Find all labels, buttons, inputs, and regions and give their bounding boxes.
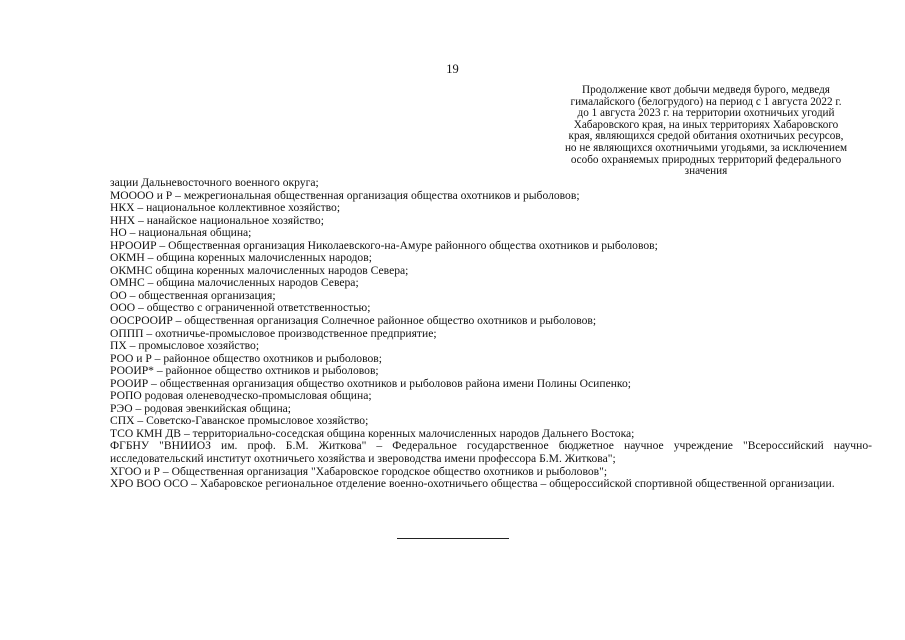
header-note-line: значения — [684, 165, 728, 178]
header-note-line: Продолжение квот добычи медведя бурого, медведя — [582, 84, 830, 96]
abbreviation-item: ХГОО и Р – Общественная организация "Хабаровское городское общество охотников и рыболовов"; — [110, 464, 608, 478]
header-note — [537, 85, 875, 178]
abbreviation-item: ННХ – нанайское национальное хозяйство; — [110, 213, 324, 227]
abbreviation-item: ОКМНС община коренных малочисленных народов Севера; — [110, 263, 409, 277]
abbreviation-item: ООО – общество с ограниченной ответственностью; — [110, 301, 371, 315]
abbreviation-item: НКХ – национальное коллективное хозяйство; — [110, 201, 341, 215]
page-number: 19 — [446, 62, 459, 76]
abbreviation-item: зации Дальневосточного военного округа; — [110, 176, 319, 189]
abbreviation-item: НО – национальная община; — [110, 226, 252, 240]
header-note-line: Хабаровского края, на иных территориях Хабаровского — [573, 118, 839, 131]
abbreviation-item: ОО – общественная организация; — [110, 288, 276, 302]
header-note-line: но не являющихся охотничьими угодьями, за исключением — [564, 141, 848, 154]
abbreviation-item: РООИР – общественная организация общество охотников и рыболовов района имени Полины Осипенко; — [110, 376, 631, 390]
abbreviation-item: ФГБНУ "ВНИИОЗ им. проф. Б.М. Житкова" – Федеральное государственное бюджетное научное учреждение "Всероссийский научно-исследовательский институт охотничьего хозяйства и звероводства имени профессора Б.М. Житкова"; — [110, 439, 872, 466]
abbreviation-item: ООСРООИР – общественная организация Солнечное районное общество охотников и рыболовов; — [110, 314, 597, 328]
footnote-divider — [397, 538, 509, 539]
abbreviation-item: ТСО КМН ДВ – территориально-соседская община коренных малочисленных народов Дальнего Востока; — [110, 426, 635, 440]
header-note-line: до 1 августа 2023 г. на территории охотничьих угодий — [577, 107, 835, 120]
header-note-line: края, являющихся средой обитания охотничьих ресурсов, — [568, 130, 844, 143]
abbreviation-item: РОО и Р – районное общество охотников и рыболовов; — [110, 351, 382, 365]
abbreviation-item: РОПО родовая оленеводческо-промысловая община; — [110, 389, 372, 403]
abbreviation-item: ОКМН – община коренных малочисленных народов; — [110, 251, 372, 265]
abbreviation-item: НРООИР – Общественная организация Николаевского-на-Амуре районного общества охотников и рыболовов; — [110, 238, 658, 252]
abbreviation-item: СПХ – Советско-Гаванское промысловое хозяйство; — [110, 414, 369, 428]
abbreviation-item: МОООО и Р – межрегиональная общественная организация общества охотников и рыболовов; — [110, 188, 580, 202]
abbreviation-item: ПХ – промысловое хозяйство; — [110, 339, 260, 353]
header-note-line: гималайского (белогрудого) на период с 1 августа 2022 г. — [570, 95, 842, 108]
abbreviation-item: ОППП – охотничье-промысловое производственное предприятие; — [110, 326, 437, 340]
abbreviation-item: РЭО – родовая эвенкийская община; — [110, 401, 292, 415]
abbreviation-item: ХРО ВОО ОСО – Хабаровское региональное отделение военно-охотничьего общества – общероссийской спортивной общественной организации. — [110, 477, 835, 491]
abbreviation-list — [110, 177, 872, 491]
abbreviation-item: РООИР* – районное общество охтников и рыболовов; — [110, 364, 379, 378]
header-note-line: особо охраняемых природных территорий федерального — [570, 153, 842, 166]
abbreviation-item: ОМНС – община малочисленных народов Севера; — [110, 276, 359, 290]
